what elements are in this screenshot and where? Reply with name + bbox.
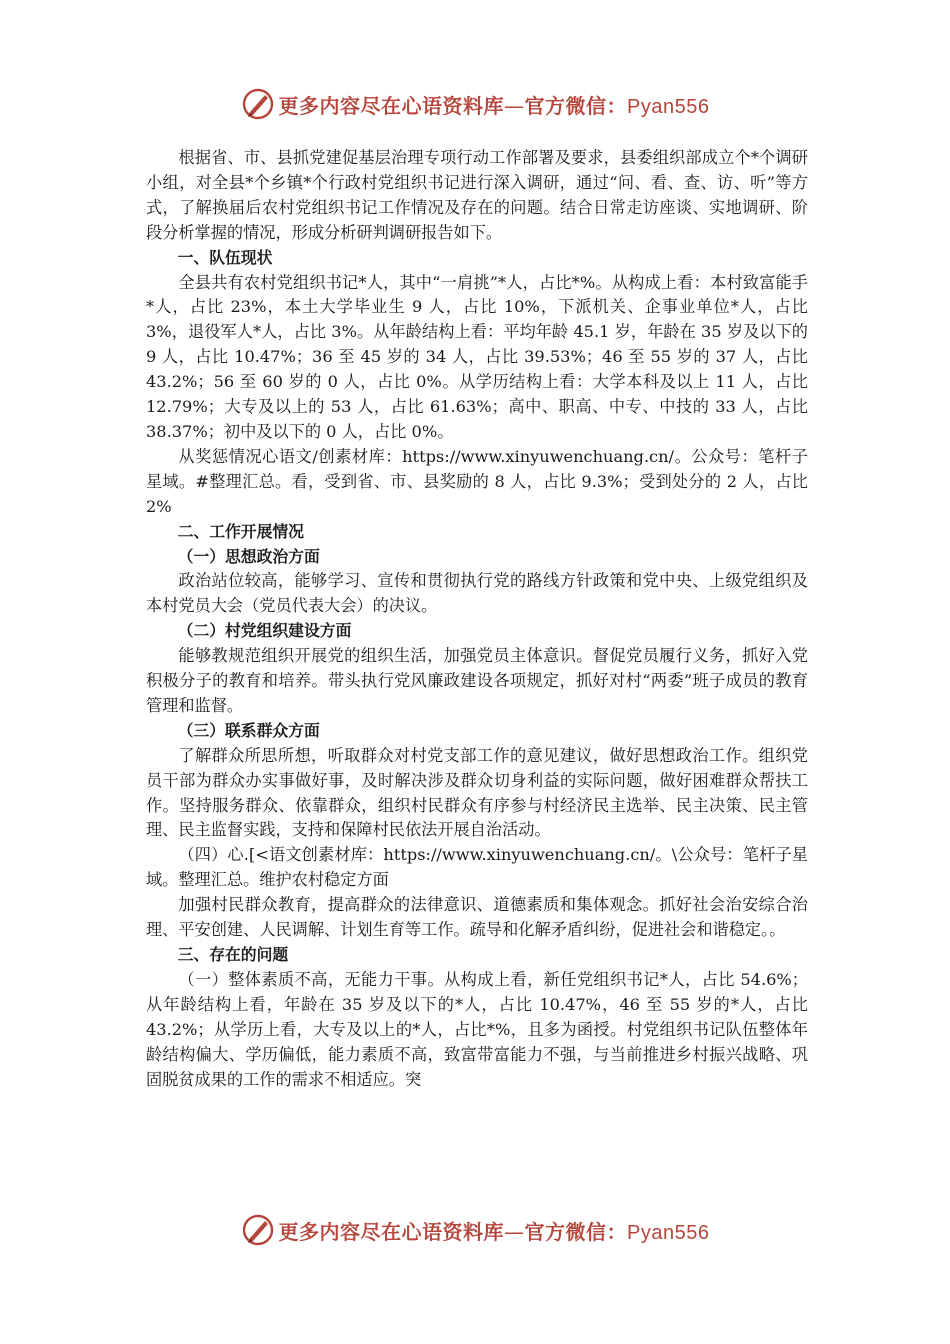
- body-paragraph: （一）整体素质不高，无能力干事。从构成上看，新任党组织书记*人，占比 54.6%；从年龄结构上看，年龄在 35 岁及以下的*人，占比 10.47%，46 至 55 岁的*人，占比 43.2%；从学历上看，大专及以上的*人，占比*%，且多为函授。村党组织书记队伍整体年龄结构偏大、学历偏低，能力素质不高，致富带富能力不强，与当前推进乡村振兴战略、巩固脱贫成果的工作的需求不相适应。突: [146, 969, 808, 1089]
- body-paragraph: 政治站位较高，能够学习、宣传和贯彻执行党的路线方针政策和党中央、上级党组织及本村党员大会（党员代表大会）的决议。: [146, 571, 808, 616]
- body-paragraph: 加强村民群众教育，提高群众的法律意识、道德素质和集体观念。抓好社会治安综合治理、平安创建、人民调解、计划生育等工作。疏导和化解矛盾纠纷，促进社会和谐稳定。。: [146, 895, 808, 940]
- banner-text: 更多内容尽在心语资料库: [278, 1219, 505, 1244]
- section-heading: 二、工作开展情况: [177, 521, 304, 541]
- banner-suffix: 官方微信：: [524, 93, 628, 118]
- banner-wechat-id: Pyan556: [627, 95, 710, 118]
- section-heading: 一、队伍现状: [177, 247, 273, 267]
- banner-dash: —: [504, 93, 525, 118]
- banner-suffix: 官方微信：: [524, 1219, 628, 1244]
- pen-logo-icon: [241, 1213, 275, 1247]
- body-paragraph: （四）心.[<语文创素材库：https://www.xinyuwenchuang.cn/。\公众号：笔杆子星域。整理汇总。维护农村稳定方面: [146, 845, 808, 890]
- banner-wechat-id: Pyan556: [627, 1221, 710, 1244]
- header-watermark-banner: [0, 84, 950, 124]
- subsection-heading: （二）村党组织建设方面: [177, 621, 352, 641]
- body-paragraph: 全县共有农村党组织书记*人，其中“一肩挑”*人，占比*%。从构成上看：本村致富能手*人，占比 23%，本土大学毕业生 9 人，占比 10%，下派机关、企事业单位*人，占比 3%，退役军人*人，占比 3%。从年龄结构上看：平均年龄 45.1 岁，年龄在 35 岁及以下的 9 人，占比 10.47%；36 至 45 岁的 34 人，占比 39.53%；46 至 55 岁的 37 人，占比 43.2%；56 至 60 岁的 0 人，占比 0%。从学历结构上看：大学本科及以上 11 人，占比 12.79%；大专及以上的 53 人，占比 61.63%；高中、职高、中专、中技的 33 人，占比 38.37%；初中及以下的 0 人，占比 0%。: [146, 272, 808, 441]
- banner-dash: —: [504, 1219, 525, 1244]
- intro-paragraph: 根据省、市、县抓党建促基层治理专项行动工作部署及要求，县委组织部成立个*个调研小组，对全县*个乡镇*个行政村党组织书记进行深入调研，通过“问、看、查、访、听”等方式，了解换届后农村党组织书记工作情况及存在的问题。结合日常走访座谈、实地调研、阶段分析掌握的情况，形成分析研判调研报告如下。: [146, 148, 808, 242]
- pen-logo-icon: [241, 87, 275, 121]
- body-paragraph: 能够教规范组织开展党的组织生活，加强党员主体意识。督促党员履行义务，抓好入党积极分子的教育和培养。带头执行党风廉政建设各项规定，抓好对村“两委”班子成员的教育管理和监督。: [146, 646, 808, 715]
- body-paragraph: 从奖惩情况心语文/创素材库：https://www.xinyuwenchuang.cn/。公众号：笔杆子星域。#整理汇总。看，受到省、市、县奖励的 8 人，占比 9.3%；受到处分的 2 人，占比 2%: [146, 446, 808, 516]
- banner-text: 更多内容尽在心语资料库: [278, 93, 505, 118]
- subsection-heading: （三）联系群众方面: [177, 720, 320, 740]
- document-body: [146, 146, 808, 1092]
- footer-watermark-banner: [0, 1210, 950, 1250]
- subsection-heading: （一）思想政治方面: [177, 546, 320, 566]
- body-paragraph: 了解群众所思所想，听取群众对村党支部工作的意见建议，做好思想政治工作。组织党员干部为群众办实事做好事，及时解决涉及群众切身利益的实际问题，做好困难群众帮扶工作。坚持服务群众、依靠群众，组织村民群众有序参与村经济民主选举、民主决策、民主管理、民主监督实践，支持和保障村民依法开展自治活动。: [146, 745, 808, 840]
- section-heading: 三、存在的问题: [177, 945, 289, 964]
